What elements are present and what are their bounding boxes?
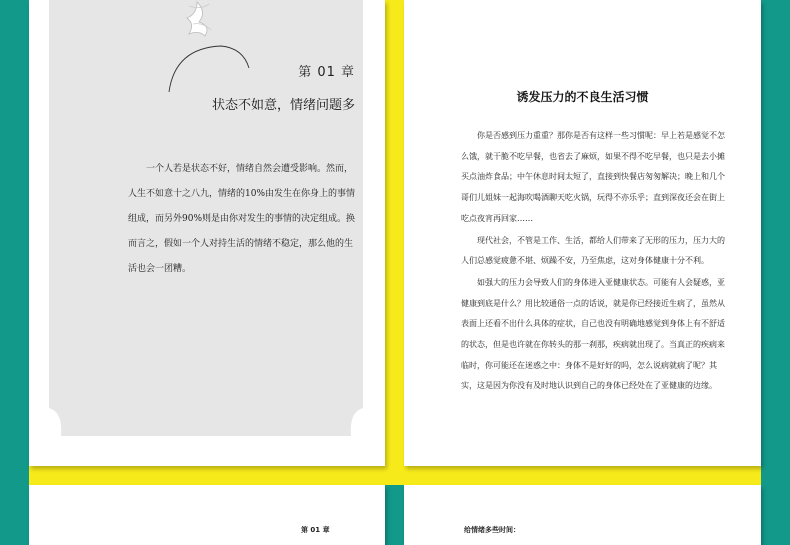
- running-header-section: 给情绪多些时间：: [464, 526, 520, 534]
- yellow-strip-bottom-left: [29, 466, 404, 485]
- chapter-intro: [128, 157, 360, 282]
- section-body: [461, 126, 731, 397]
- section-title: 诱发压力的不良生活习惯: [516, 90, 649, 104]
- body-paragraph: 你是否感到压力重重？那你是否有这样一些习惯呢：早上若是感觉不怎么饿，就干脆不吃早餐，也省去了麻烦，如果不得不吃早餐，也只是去小摊买点油炸食品；中午休息时间太短了，直接到快餐店匆匆解决；晚上和几个哥们儿姐妹一起海吹喝酒聊天吃火锅，玩得不亦乐乎；直到深夜还会在街上吃点夜宵再回家……: [461, 131, 725, 223]
- left-page: [29, 0, 385, 466]
- chapter-number: 第 01 章: [298, 65, 355, 80]
- right-page: [404, 0, 761, 466]
- yellow-strip-bottom-right: [404, 466, 761, 485]
- yellow-strip-center: [385, 0, 404, 485]
- running-header-chapter: 第 01 章: [301, 526, 330, 534]
- body-paragraph: 如强大的压力会导致人们的身体进入亚健康状态。可能有人会疑惑，亚健康到底是什么？用比较通俗一点的话说，就是你已经接近生病了，虽然从表面上还看不出什么具体的症状，自己也没有明确地感觉到身体上有不舒适的状态，但是也许就在你转头的那一刹那，疾病就出现了。当真正的疾病来临时，你可能还在迷惑之中：身体不是好好的吗，怎么说病就病了呢？其实，这是因为你没有及时地认识到自己的身体已经处在了亚健康的边缘。: [461, 277, 725, 391]
- next-right-page: [404, 485, 761, 545]
- next-left-page: [29, 485, 385, 545]
- chapter-title: 状态不如意，情绪问题多: [211, 98, 355, 113]
- intro-paragraph: 一个人若是状态不好，情绪自然会遭受影响。然而，人生不如意十之八九，情绪的10%由发生在你身上的事情组成，而另外90%则是由你对发生的事情的决定组成。换而言之，假如一个人对持生活的情绪不稳定，那么他的生活也会一团糟。: [128, 164, 356, 274]
- body-paragraph: 现代社会，不管是工作、生活，都给人们带来了无形的压力，压力大的人们总感觉疲惫不堪、烦躁不安，乃至焦虑，这对身体健康十分不利。: [461, 235, 725, 266]
- sketch-illustration-icon: [159, 0, 259, 95]
